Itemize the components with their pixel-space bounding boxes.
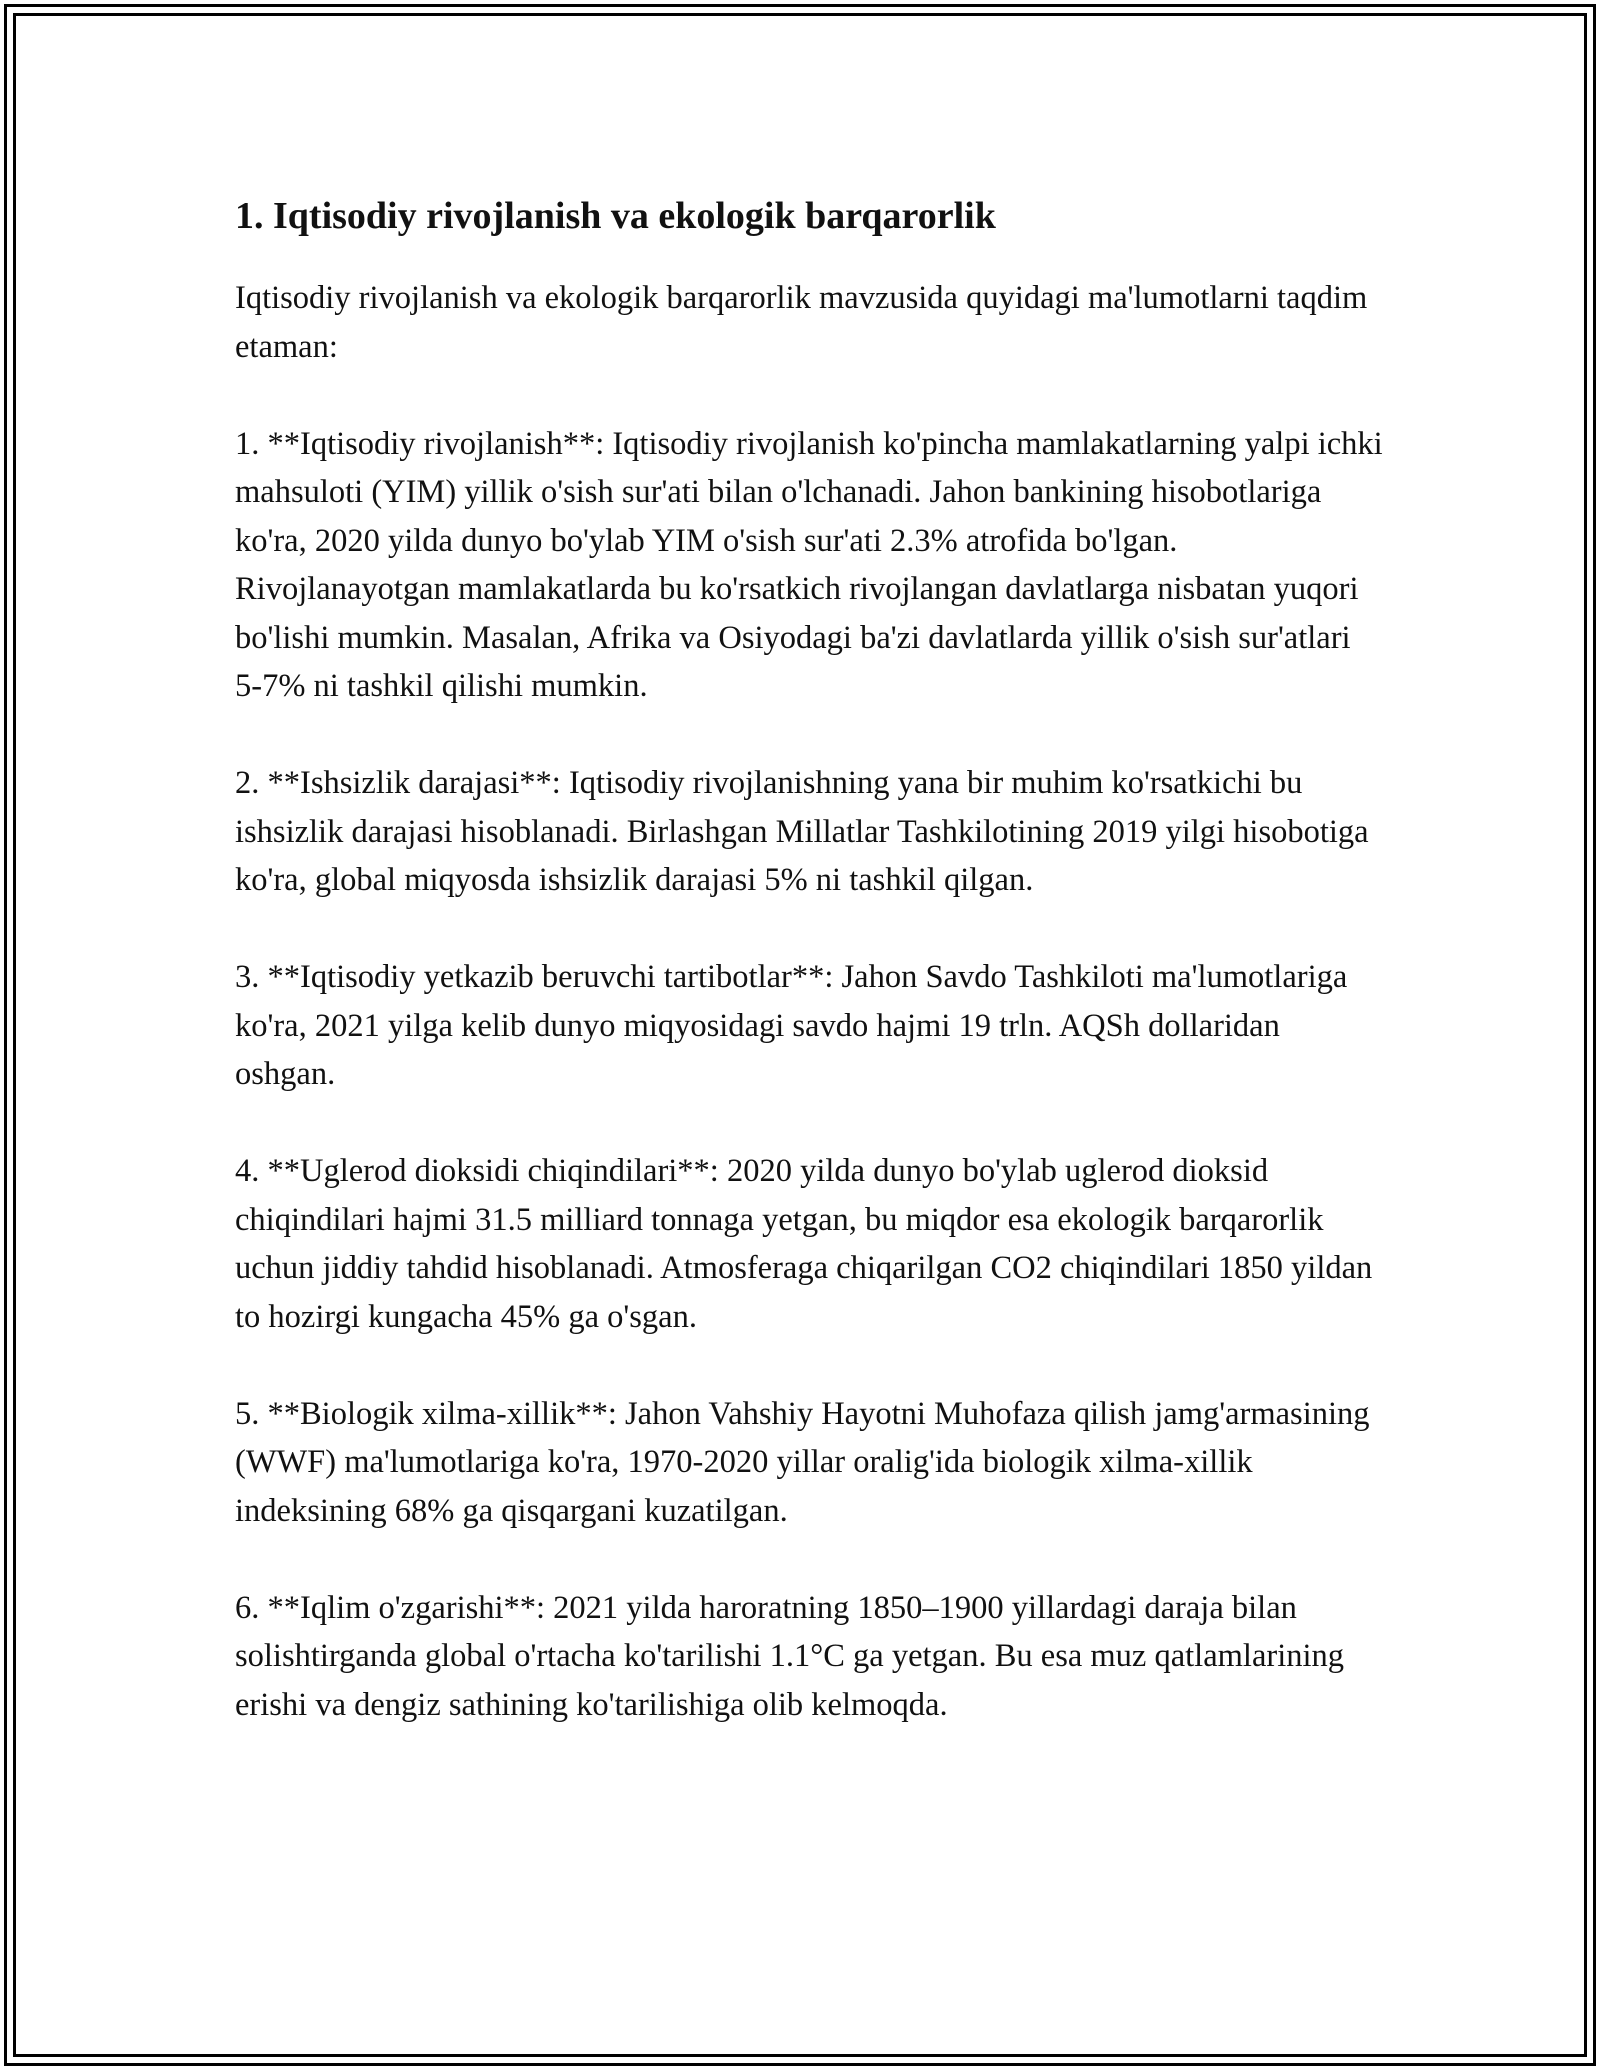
item-unemployment-rate: 2. **Ishsizlik darajasi**: Iqtisodiy rivojlanishning yana bir muhim ko'rsatkichi bu ishsizlik darajasi hisoblanadi. Birlashgan Millatlar Tashkilotining 2019 yilgi hisobotiga ko'ra, global miqyosda ishsizlik darajasi 5% ni tashkil qilgan.	[235, 765, 1369, 898]
document-body	[235, 188, 1385, 1778]
item-carbon-emissions: 4. **Uglerod dioksidi chiqindilari**: 2020 yilda dunyo bo'ylab uglerod dioksid chiqindilari hajmi 31.5 milliard tonnaga yetgan, bu miqdor esa ekologik barqarorlik uchun jiddiy tahdid hisoblanadi. Atmosferaga chiqarilgan CO2 chiqindilari 1850 yildan to hozirgi kungacha 45% ga o'sgan.	[235, 1153, 1373, 1335]
item-economic-development: 1. **Iqtisodiy rivojlanish**: Iqtisodiy rivojlanish ko'pincha mamlakatlarning yalpi ichki mahsuloti (YIM) yillik o'sish sur'ati bilan o'lchanadi. Jahon bankining hisobotlariga ko'ra, 2020 yilda dunyo bo'ylab YIM o'sish sur'ati 2.3% atrofida bo'lgan. Rivojlanayotgan mamlakatlarda bu ko'rsatkich rivojlangan davlatlarga nisbatan yuqori bo'lishi mumkin. Masalan, Afrika va Osiyodagi ba'zi davlatlarda yillik o'sish sur'atlari 5-7% ni tashkil qilishi mumkin.	[235, 425, 1383, 704]
item-biodiversity: 5. **Biologik xilma-xillik**: Jahon Vahshiy Hayotni Muhofaza qilish jamg'armasining (WWF) ma'lumotlariga ko'ra, 1970-2020 yillar oralig'ida biologik xilma-xillik indeksining 68% ga qisqargani kuzatilgan.	[235, 1395, 1370, 1529]
item-climate-change: 6. **Iqlim o'zgarishi**: 2021 yilda haroratning 1850–1900 yillardagi daraja bilan solishtirganda global o'rtacha ko'tarilishi 1.1°C ga yetgan. Bu esa muz qatlamlarining erishi va dengiz sathining ko'tarilishiga olib kelmoqda.	[235, 1589, 1344, 1723]
intro-paragraph: Iqtisodiy rivojlanish va ekologik barqarorlik mavzusida quyidagi ma'lumotlarni taqdim etaman:	[235, 280, 1368, 365]
document-title: 1. Iqtisodiy rivojlanish va ekologik barqarorlik	[235, 195, 996, 237]
item-trade-volume: 3. **Iqtisodiy yetkazib beruvchi tartibotlar**: Jahon Savdo Tashkiloti ma'lumotlariga ko'ra, 2021 yilga kelib dunyo miqyosidagi savdo hajmi 19 trln. AQSh dollaridan oshgan.	[235, 959, 1348, 1092]
